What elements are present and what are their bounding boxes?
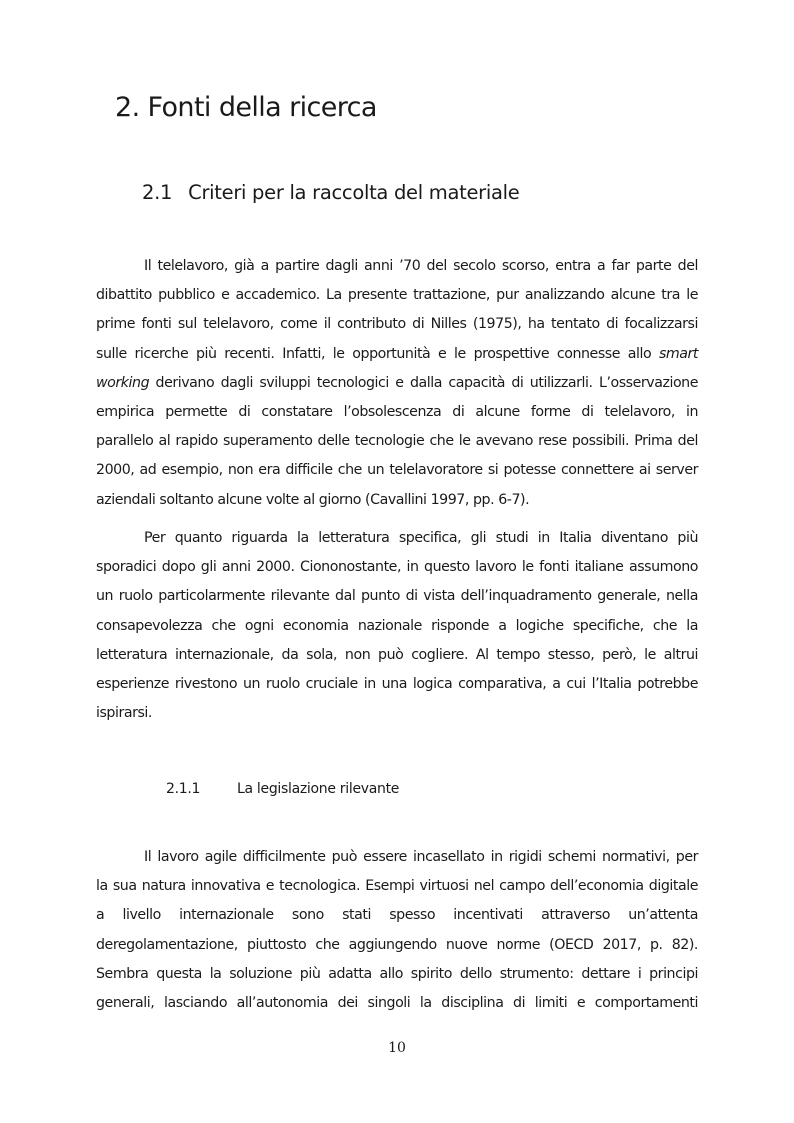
paragraph-line: dibattito pubblico e accademico. La presente trattazione, pur analizzando alcune tra le [96,287,698,304]
paragraph-line: prime fonti sul telelavoro, come il contributo di Nilles (1975), ha tentato di focalizzarsi [96,316,698,333]
paragraph-line: parallelo al rapido superamento delle tecnologie che le avevano rese possibili. Prima del [96,433,698,450]
paragraph-line: ispirarsi. [96,705,152,722]
subsection-number: 2.1.1 [166,781,201,797]
paragraph-line: esperienze rivestono un ruolo cruciale in una logica comparativa, a cui l’Italia potrebbe [96,675,698,692]
chapter-title: 2. Fonti della ricerca [115,92,377,123]
paragraph-line [96,340,698,369]
italic-term: working [96,374,150,391]
subsection-heading [166,781,399,797]
paragraph-line: deregolamentazione, piuttosto che aggiungendo nuove norme (OECD 2017, p. 82). [96,936,698,953]
paragraph-1 [96,252,698,515]
paragraph-2 [96,524,698,728]
paragraph-line: consapevolezza che ogni economia nazionale risponde a logiche specifiche, che la [96,617,698,634]
paragraph-3 [96,843,698,1018]
paragraph-line: aziendali soltanto alcune volte al giorno (Cavallini 1997, pp. 6-7). [96,491,530,508]
paragraph-line: Il lavoro agile difficilmente può essere incasellato in rigidi schemi normativi, per [144,849,698,865]
line-text: sulle ricerche più recenti. Infatti, le opportunità e le prospettive connesse allo [96,345,652,362]
italic-term: smart [658,345,698,362]
paragraph-line: la sua natura innovativa e tecnologica. Esempi virtuosi nel campo dell’economia digitale [96,878,698,895]
paragraph-line: letteratura internazionale, da sola, non può cogliere. Al tempo stesso, però, le altrui [96,646,698,663]
paragraph-line: sporadici dopo gli anni 2000. Ciononostante, in questo lavoro le fonti italiane assumono [96,559,698,576]
page-number: 10 [388,1040,406,1056]
line-text: derivano dagli sviluppi tecnologici e dalla capacità di utilizzarli. L’osservazione [155,374,699,391]
section-title: Criteri per la raccolta del materiale [188,181,520,204]
paragraph-line: un ruolo particolarmente rilevante dal punto di vista dell’inquadramento generale, nella [96,588,698,605]
paragraph-line: 2000, ad esempio, non era difficile che un telelavoratore si potesse connettere ai server [96,462,698,479]
section-heading [142,181,519,204]
paragraph-line: Sembra questa la soluzione più adatta allo spirito dello strumento: dettare i principi [96,965,698,982]
paragraph-line: generali, lasciando all’autonomia dei singoli la disciplina di limiti e comportamenti [96,994,698,1011]
paragraph-line [96,369,698,398]
paragraph-line: a livello internazionale sono stati spesso incentivati attraverso un’attenta [96,907,698,924]
section-number: 2.1 [142,181,173,204]
paragraph-line: empirica permette di constatare l’obsolescenza di alcune forme di telelavoro, in [96,403,698,420]
subsection-title: La legislazione rilevante [237,781,400,797]
paragraph-line: Per quanto riguarda la letteratura specifica, gli studi in Italia diventano più [144,530,698,546]
paragraph-line: Il telelavoro, già a partire dagli anni ’70 del secolo scorso, entra a far parte del [144,258,698,274]
